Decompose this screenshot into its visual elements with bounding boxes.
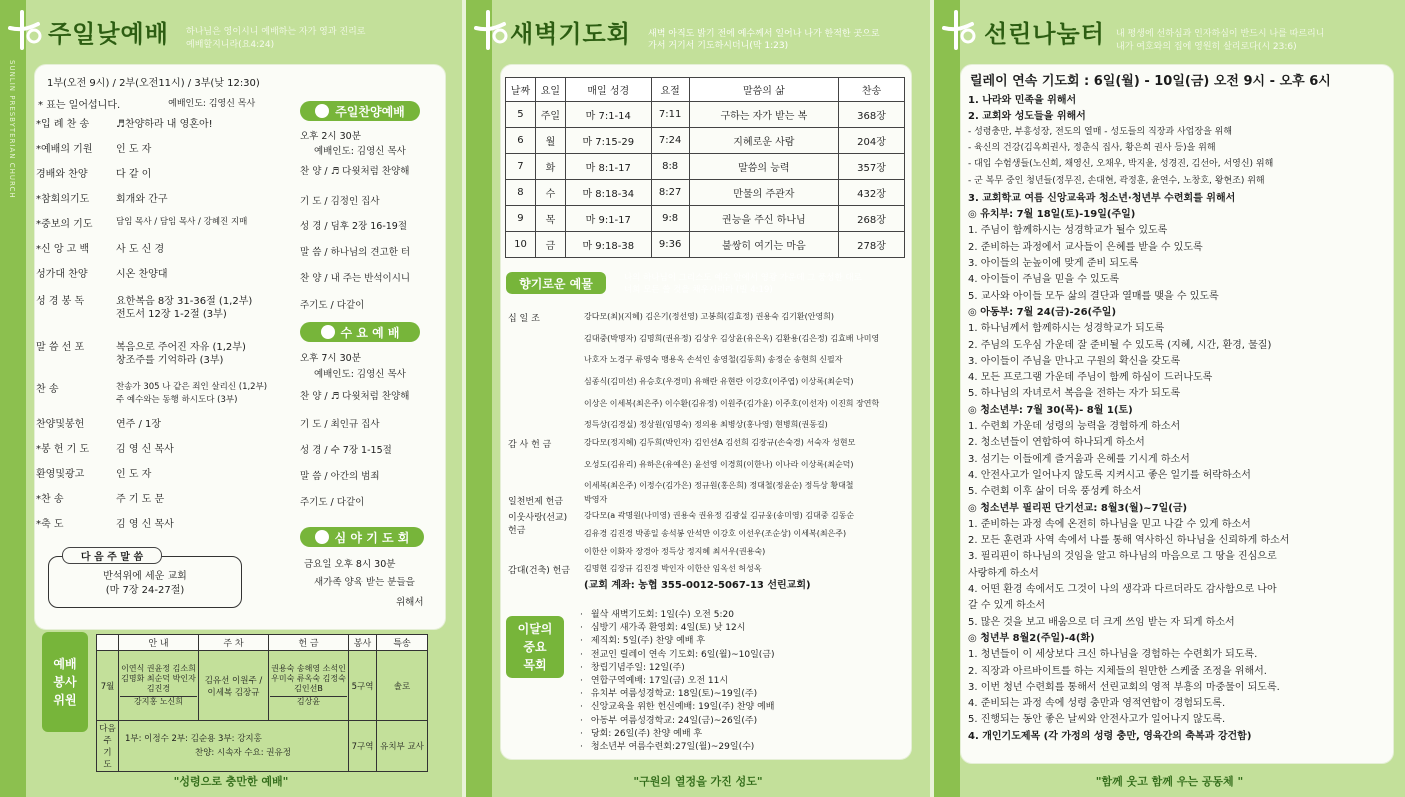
event-text: 당회: 26일(주) 찬양 예배 후 (590, 728, 703, 739)
list-item (580, 635, 775, 648)
list-item (36, 415, 161, 430)
wednesday-leader: 예배인도: 김영신 목사 (314, 369, 406, 380)
table-row (506, 78, 905, 102)
list-item: 2. 주님의 도우심 가운데 잘 준비될 수 있도록 (지혜, 시간, 환경, 물질) (968, 339, 1272, 351)
list-item (36, 265, 167, 280)
table-cell: 불쌍히 여기는 마음 (689, 232, 839, 258)
list-item: 1. 나라와 민족을 위해서 (968, 95, 1077, 106)
table-header: 말씀의 삶 (689, 78, 839, 102)
table-cell: 6 (506, 128, 536, 154)
volunteer-table (96, 634, 428, 772)
order-label: 말 씀 선 포 (36, 342, 85, 353)
table-header: 요일 (535, 78, 565, 102)
table-cell: 5 (506, 102, 536, 128)
list-item: 갈 수 있게 하소서 (968, 600, 1046, 612)
next-week-text: 반석위에 세운 교회 (마 7장 24-27절) (103, 571, 187, 596)
table-cell: 유치부 교사 (377, 721, 428, 772)
bullet-icon: · (580, 662, 583, 673)
table-cell: 9:8 (651, 206, 689, 232)
month-events-list (580, 609, 775, 754)
table-cell: 8:27 (651, 180, 689, 206)
list-item (580, 728, 775, 741)
table-cell: 마 7:15-29 (565, 128, 651, 154)
list-item: 찬 양 / ♬ 다윗처럼 찬양해 (300, 391, 410, 402)
bullet-icon: · (580, 676, 583, 687)
order-value: 회개와 간구 (116, 194, 168, 205)
header-verse: 하나님은 영이시니 예배하는 자가 영과 진리로 예배할지니라(요4:24) (186, 27, 366, 50)
order-value: 인 도 자 (116, 469, 152, 480)
table-row (97, 651, 428, 721)
table-cell: 268장 (839, 206, 905, 232)
church-account: (교회 계좌: 농협 355-0012-5067-13 선린교회) (584, 580, 811, 591)
list-item: 4. 아이들이 주님을 믿을 수 있도록 (968, 274, 1120, 286)
bullet-icon: · (580, 636, 583, 647)
night-prayer-line1: 새가족 양육 받는 분들을 (314, 577, 415, 588)
table-cell: 목 (535, 206, 565, 232)
footer-slogan: "성령으로 충만한 예배" (173, 775, 289, 788)
sunday-praise-time: 오후 2시 30분 (300, 131, 361, 142)
list-item (36, 515, 174, 530)
bullet-icon: · (580, 610, 583, 620)
bullet-icon: · (580, 649, 583, 660)
list-item: - 육신의 건강(김옥희권사, 정춘식 집사, 황은희 권사 등)을 위해 (968, 142, 1216, 153)
order-value: 주 기 도 문 (116, 494, 165, 505)
list-item: 5. 교사와 아이들 모두 삶의 결단과 열매를 맺을 수 있도록 (968, 290, 1219, 302)
table-header: 요절 (651, 78, 689, 102)
giving-label: 십 일 조 (508, 314, 540, 324)
table-cell: 김유선 이원주 / 이세복 김장규 (199, 651, 269, 721)
footer-slogan: "구원의 열정을 가진 성도" (633, 775, 763, 788)
giving-names: 나호자 노경구 류영숙 맹용옥 손석인 송영철(김동희) 송정순 송현희 신필자 (584, 355, 843, 364)
sunday-praise-leader: 예배인도: 김영신 목사 (314, 146, 406, 157)
list-item: - 군 복무 중인 청년들(정무진, 손대현, 곽정훈, 윤연수, 노창호, 왕현조) 위해 (968, 175, 1265, 186)
table-cell: 주일 (535, 102, 565, 128)
list-item: ◎ 아동부: 7월 24(금)-26(주일) (968, 306, 1117, 318)
list-item: 찬 양 / 내 주는 반석이시니 (300, 273, 411, 284)
table-header: 매일 성경 (565, 78, 651, 102)
bullet-icon: · (580, 728, 583, 739)
order-value: 요한복음 8장 31-36절 (1,2부) (116, 296, 253, 307)
list-item (36, 351, 223, 366)
bullet-icon: · (580, 623, 583, 634)
order-value: 연주 / 1장 (116, 419, 162, 430)
table-cell: 368장 (839, 102, 905, 128)
list-item: 2. 모든 훈련과 사역 속에서 나를 통해 역사하신 하나님을 신뢰하게 하소서 (968, 535, 1290, 547)
list-item: 2. 교회와 성도들을 위해서 (968, 111, 1086, 123)
table-header: 특송 (377, 635, 428, 651)
event-text: 청소년부 여름수련회:27일(월)~29일(수) (590, 742, 755, 753)
order-value: 다 같 이 (116, 169, 152, 180)
list-item: 성 경 / 딤후 2장 16-19절 (300, 221, 408, 232)
list-item: 4. 모든 프로그램 가운데 주님이 함께 하심이 드러나도록 (968, 372, 1213, 384)
list-item: 1. 수련회 가운데 성령의 능력을 경험하게 하소서 (968, 421, 1181, 432)
event-text: 제직회: 5일(주) 찬양 예배 후 (590, 636, 706, 647)
list-item: ◎ 청년부 8월2(주일)-4(화) (968, 632, 1095, 644)
night-prayer-title: 심 야 기 도 회 (300, 527, 424, 547)
order-value: 창조주를 기억하라 (3부) (116, 355, 224, 366)
night-prayer-time: 금요일 오후 8시 30분 (304, 559, 396, 570)
church-logo-icon (4, 8, 44, 52)
night-prayer-line2: 위해서 (396, 597, 424, 608)
order-label: 성가대 찬양 (36, 269, 88, 280)
table-cell: 솔로 (377, 651, 428, 721)
list-item: 4. 준비되는 과정 속에 성령 충만과 영적연합이 경험되도록. (968, 698, 1226, 710)
order-value: 사 도 신 경 (116, 244, 165, 255)
table-header-empty (97, 635, 119, 651)
table-row (97, 635, 428, 651)
list-item (36, 393, 237, 405)
list-item: 4. 안전사고가 일어나지 않도록 지켜시고 좋은 일기를 허락하소서 (968, 469, 1251, 481)
list-item (580, 701, 775, 714)
list-item: 3. 이번 청년 수련회를 통해서 선린교회의 영적 부흥의 마중물이 되도록. (968, 681, 1280, 693)
list-item (36, 140, 151, 155)
order-value: 주 예수와는 동행 하시도다 (3부) (116, 395, 238, 405)
list-item: - 성령충만, 부흥성장, 전도의 열매 - 성도들의 직장과 사업장을 위해 (968, 126, 1233, 137)
table-cell: 수 (535, 180, 565, 206)
table-cell: 지혜로운 사람 (689, 128, 839, 154)
list-item (580, 649, 775, 662)
table-cell: 다음주 기 도 (97, 721, 119, 772)
list-item (36, 190, 167, 205)
list-item: 3. 필리핀이 하나님의 것임을 알고 하나님의 마음으로 그 땅을 진심으로 (968, 551, 1277, 563)
list-item (580, 688, 775, 701)
list-item: 기 도 / 김정인 집사 (300, 196, 380, 207)
list-item: 주기도 / 다같이 (300, 497, 365, 508)
list-item: 2. 직장과 아르바이트를 하는 지체들의 원만한 스케줄 조정을 위해서. (968, 665, 1267, 677)
table-row (506, 180, 905, 206)
order-value: 인 도 자 (116, 144, 152, 155)
giving-label: 이웃사랑(선교) 헌금 (508, 513, 568, 536)
giving-names: 김명현 김장규 김진경 박인자 이한산 임옥선 허성옥 (584, 564, 762, 573)
list-item (580, 675, 775, 688)
table-cell: 월 (535, 128, 565, 154)
list-item: 5. 하나님의 자녀로서 복음을 전하는 자가 되도록 (968, 388, 1181, 400)
table-cell: 마 9:1-17 (565, 206, 651, 232)
standing-note: * 표는 일어섭니다. 예배인도: 김영신 목사 (38, 99, 256, 111)
list-item: ◎ 유치부: 7월 18일(토)-19일(주일) (968, 209, 1136, 221)
list-item (580, 622, 775, 635)
table-header: 찬송 (839, 78, 905, 102)
page-title: 선린나눔터 (984, 20, 1105, 48)
bullet-icon: · (580, 715, 583, 726)
table-cell: 화 (535, 154, 565, 180)
bullet-icon: · (580, 702, 583, 713)
table-cell: 마 9:18-38 (565, 232, 651, 258)
order-label: *중보의 기도 (36, 219, 93, 230)
order-value: ♬찬양하라 내 영혼아! (116, 119, 213, 130)
offering-title: 향기로운 예물 (506, 272, 606, 294)
list-item: 1. 하나님께서 함께하시는 성경학교가 되도록 (968, 323, 1165, 335)
list-item: 1. 주님이 함께하시는 성경학교가 될수 있도록 (968, 225, 1168, 237)
table-row (506, 154, 905, 180)
order-label (36, 351, 116, 366)
giving-label: 일천번제 헌금 (508, 497, 564, 507)
list-item (36, 115, 213, 130)
list-item: 주기도 / 다같이 (300, 300, 365, 311)
list-item: 4. 어떤 환경 속에서도 그것이 나의 생각과 다르더라도 감사함으로 나아 (968, 584, 1277, 595)
giving-names: 이상은 이세복(최은주) 이수환(김유정) 이원주(김가윤) 이주호(이선자) 이진희 장연학 (584, 399, 880, 408)
list-item (36, 305, 227, 320)
table-row (97, 721, 428, 772)
table-cell: 9:36 (651, 232, 689, 258)
volunteer-badge: 예배 봉사 위원 (42, 632, 88, 732)
event-text: 연합구역예배: 17일(금) 오전 11시 (590, 676, 729, 687)
page-title: 주일낮예배 (48, 20, 169, 48)
order-value: 전도서 12장 1-2절 (3부) (116, 309, 227, 320)
table-cell: 금 (535, 232, 565, 258)
list-item: 2. 준비하는 과정에서 교사들이 은혜를 받을 수 있도록 (968, 241, 1203, 253)
table-cell: 10 (506, 232, 536, 258)
table-row (506, 128, 905, 154)
list-item: 말 씀 / 아간의 범죄 (300, 471, 380, 482)
giving-names: 김유경 김진경 박종일 송석봉 안석만 이강호 이선우(조순상) 이세복(최은주) (584, 529, 847, 538)
table-cell: 권용숙 송해영 소석인 우미숙 류옥숙 김정숙 김인선B 김상윤 (269, 651, 349, 721)
table-cell: 권능을 주신 하나님 (689, 206, 839, 232)
order-label: 환영및광고 (36, 469, 85, 480)
service-times: 1부(오전 9시) / 2부(오전11시) / 3부(낮 12:30) (47, 78, 260, 89)
event-text: 아동부 여름성경학교: 24일(금)~26일(주) (590, 715, 758, 726)
table-cell: 7:11 (651, 102, 689, 128)
order-value: 시온 찬양대 (116, 269, 168, 280)
table-row (506, 102, 905, 128)
table-cell: 5구역 (349, 651, 377, 721)
order-label: *봉 헌 기 도 (36, 444, 90, 455)
list-item: 성 경 / 수 7장 1-15절 (300, 445, 392, 456)
order-label: 찬 송 (36, 384, 59, 395)
giving-names: 강다모(정지혜) 김두희(박인자) 김인선A 김선희 김장규(손숙경) 서숙자 성현모 (584, 438, 856, 447)
header-verse: 내 평생에 선하심과 인자하심이 반드시 나를 따르리니 내가 여호와의 집에 영원히 살리로다(시 23:6) (1116, 29, 1325, 52)
stripe-text: SUNLIN PRESBYTERIAN CHURCH (8, 60, 16, 199)
table-cell: 9 (506, 206, 536, 232)
event-text: 심방기 새가족 환영회: 4일(토) 낮 12시 (590, 623, 746, 634)
table-cell: 마 8:18-34 (565, 180, 651, 206)
list-item (36, 240, 164, 255)
event-text: 유치부 여름성경학교: 18일(토)~19일(주) (590, 689, 758, 700)
event-text: 전교인 릴레이 연속 기도회: 6일(월)~10일(금) (590, 649, 775, 660)
sunday-praise-title: 주일찬양예배 (300, 101, 420, 121)
table-row (506, 206, 905, 232)
dawn-prayer-table (505, 77, 905, 258)
table-header: 안 내 (119, 635, 199, 651)
order-label (36, 305, 116, 320)
list-item (580, 662, 775, 675)
table-header: 봉사 (349, 635, 377, 651)
list-item: 2. 청소년들이 연합하여 하나되게 하소서 (968, 437, 1145, 449)
next-week-label: 다 음 주 말 씀 (62, 547, 162, 564)
table-cell: 마 7:1-14 (565, 102, 651, 128)
list-item: 찬 양 / ♬ 다윗처럼 찬양해 (300, 166, 410, 177)
table-cell: 278장 (839, 232, 905, 258)
list-item: 1. 청년들이 이 세상보다 크신 하나님을 경험하는 수련회가 되도록. (968, 649, 1258, 661)
bullet-icon: · (580, 689, 583, 700)
relay-prayer-title: 릴레이 연속 기도회 : 6일(월) - 10일(금) 오전 9시 - 오후 6시 (970, 74, 1331, 89)
order-value: 찬송가 305 나 같은 죄인 살리신 (1,2부) (116, 382, 268, 392)
header-verse: 새벽 아직도 밝기 전에 예수께서 일어나 나가 한적한 곳으로 가서 거기서 기도하시더니(막 1:23) (648, 29, 880, 51)
list-item: 기 도 / 최인규 집사 (300, 419, 380, 430)
giving-label: 감대(건축) 헌금 (508, 566, 571, 576)
order-value: 담임 목사 / 담임 목사 / 강혜진 지매 (116, 217, 248, 227)
order-value: 김 영 신 목사 (116, 519, 174, 530)
list-item: 3. 교회학교 여름 신앙교육과 청소년·청년부 수련회를 위해서 (968, 192, 1236, 204)
table-cell: 204장 (839, 128, 905, 154)
event-text: 창립기념주일: 12일(주) (590, 662, 685, 673)
giving-names: 강다모(최)(지혜) 김은기(정선영) 고봉희(김효정) 권용숙 김기환(안영희) (584, 312, 835, 321)
list-item (36, 440, 174, 455)
table-cell: 357장 (839, 154, 905, 180)
table-cell: 마 8:1-17 (565, 154, 651, 180)
order-label: *찬 송 (36, 494, 64, 505)
giving-names: 심종식(김미선) 유승호(우경미) 유해란 유현란 이강호(이주엽) 이상록(최순덕) (584, 377, 854, 386)
church-logo-icon (938, 8, 978, 52)
order-label (36, 393, 116, 405)
giving-names: 오성도(김유리) 유하은(유예은) 윤선영 이경희(이한나) 이나라 이상록(최순덕) (584, 460, 854, 469)
table-cell: 8 (506, 180, 536, 206)
order-label: *신 앙 고 백 (36, 244, 90, 255)
giving-names: 이한산 이화자 장경아 정득상 정지혜 최서우(권용숙) (584, 547, 766, 556)
order-label: *참회의기도 (36, 194, 90, 205)
table-cell: 7:24 (651, 128, 689, 154)
church-logo-icon (470, 8, 510, 52)
table-cell: 1부: 이정수 2부: 김순용 3부: 강지홍 찬양: 시속자 수요: 권유정 (119, 721, 349, 772)
giving-names: 김대중(박명자) 김명희(권유정) 김상우 김상윤(유은옥) 김환용(김은정) 김효배 나미영 (584, 334, 880, 343)
table-header: 주 차 (199, 635, 269, 651)
list-item: 5. 진행되는 동안 좋은 날씨와 안전사고가 일어나지 않도록. (968, 714, 1226, 726)
list-item (580, 715, 775, 728)
list-item: - 대입 수험생들(노신희, 채영신, 오채우, 박지윤, 성경진, 김선아, 서영신) 위해 (968, 159, 1274, 170)
list-item (36, 490, 164, 505)
table-header: 날짜 (506, 78, 536, 102)
order-value: 복음으로 주어진 자유 (1,2부) (116, 342, 246, 353)
order-label: *입 례 찬 송 (36, 119, 90, 130)
page-title: 새벽기도회 (510, 20, 631, 48)
side-stripe (934, 0, 960, 797)
table-cell: 432장 (839, 180, 905, 206)
footer-slogan: "함께 웃고 함께 우는 공동체 " (1095, 775, 1244, 788)
list-item: 5. 수련회 이후 삶이 더욱 풍성케 하소서 (968, 486, 1142, 498)
month-events-badge: 이달의 중요 목회 (506, 616, 564, 678)
order-label: 성 경 봉 독 (36, 296, 85, 307)
table-header: 헌 금 (269, 635, 349, 651)
list-item (36, 215, 247, 230)
order-value: 김 영 신 목사 (116, 444, 174, 455)
list-item (580, 741, 775, 754)
list-item: 3. 아이들의 눈높이에 맞게 준비 되도록 (968, 258, 1139, 269)
list-item (36, 165, 151, 180)
order-label: *예배의 기원 (36, 144, 93, 155)
offering-verse: 나의 하나님이 그리스도 예수 안에서 영광 가운데 그 풍성한 대로 너희 모든 쓸 것을 채우시리라 (빌 4:19) (624, 273, 862, 295)
table-cell: 7구역 (349, 721, 377, 772)
table-cell: 만물의 주관자 (689, 180, 839, 206)
table-cell: 8:8 (651, 154, 689, 180)
list-item: 5. 많은 것을 보고 배움으로 더 크게 쓰임 받는 자 되게 하소서 (968, 616, 1235, 628)
table-cell: 구하는 자가 받는 복 (689, 102, 839, 128)
table-cell: 7월 (97, 651, 119, 721)
list-item: 3. 섬기는 이들에게 즐거움과 은혜를 기시게 하소서 (968, 453, 1190, 465)
list-item: ◎ 청소년부: 7월 30(목)- 8월 1(토) (968, 404, 1133, 416)
list-item: 말 씀 / 하나님의 견고한 터 (300, 247, 411, 258)
list-item (580, 609, 775, 622)
list-item: ◎ 청소년부 필리핀 단기선교: 8월3(월)~7일(금) (968, 502, 1188, 514)
giving-names: 박영자 (584, 495, 608, 504)
giving-names: 강다모(a 곽명원(나미영) 권용숙 권유정 김광실 김규웅(송미영) 김대중 김동순 (584, 511, 855, 520)
order-label: 경배와 찬양 (36, 169, 88, 180)
bullet-icon: · (580, 742, 583, 753)
table-cell: 이연식 권윤정 김소희 김명화 최순덕 박인자 김진경 강지홍 노신희 (119, 651, 199, 721)
giving-names: 정득상(김경실) 정상원(임명숙) 정의용 최병상(홍나영) 현병희(권동길) (584, 420, 828, 429)
table-cell: 7 (506, 154, 536, 180)
wednesday-time: 오후 7시 30분 (300, 353, 361, 364)
table-row (506, 232, 905, 258)
side-stripe (466, 0, 492, 797)
order-label: 찬양및봉헌 (36, 419, 85, 430)
event-text: 신앙교육을 위한 헌신예배: 19일(주) 찬양 예배 (590, 702, 775, 713)
list-item: 1. 준비하는 과정 속에 온전히 하나님을 믿고 나갈 수 있게 하소서 (968, 518, 1251, 530)
list-item (36, 465, 151, 480)
giving-names: 이세복(최은주) 이정수(김가은) 정규원(홍은희) 정대철(정윤순) 정득상 황대철 (584, 481, 854, 490)
list-item: 4. 개인기도제목 (각 가정의 성령 충만, 영육간의 축복과 강건함) (968, 730, 1252, 742)
event-text: 월삭 새벽기도회: 1일(수) 오전 5:20 (590, 610, 734, 620)
list-item: 사랑하게 하소서 (968, 567, 1039, 579)
table-cell: 말씀의 능력 (689, 154, 839, 180)
giving-label: 감 사 헌 금 (508, 440, 552, 450)
wednesday-title: 수 요 예 배 (300, 322, 420, 342)
list-item: 3. 아이들이 주님을 만나고 구원의 확신을 갖도록 (968, 355, 1181, 367)
order-label: *축 도 (36, 519, 64, 530)
